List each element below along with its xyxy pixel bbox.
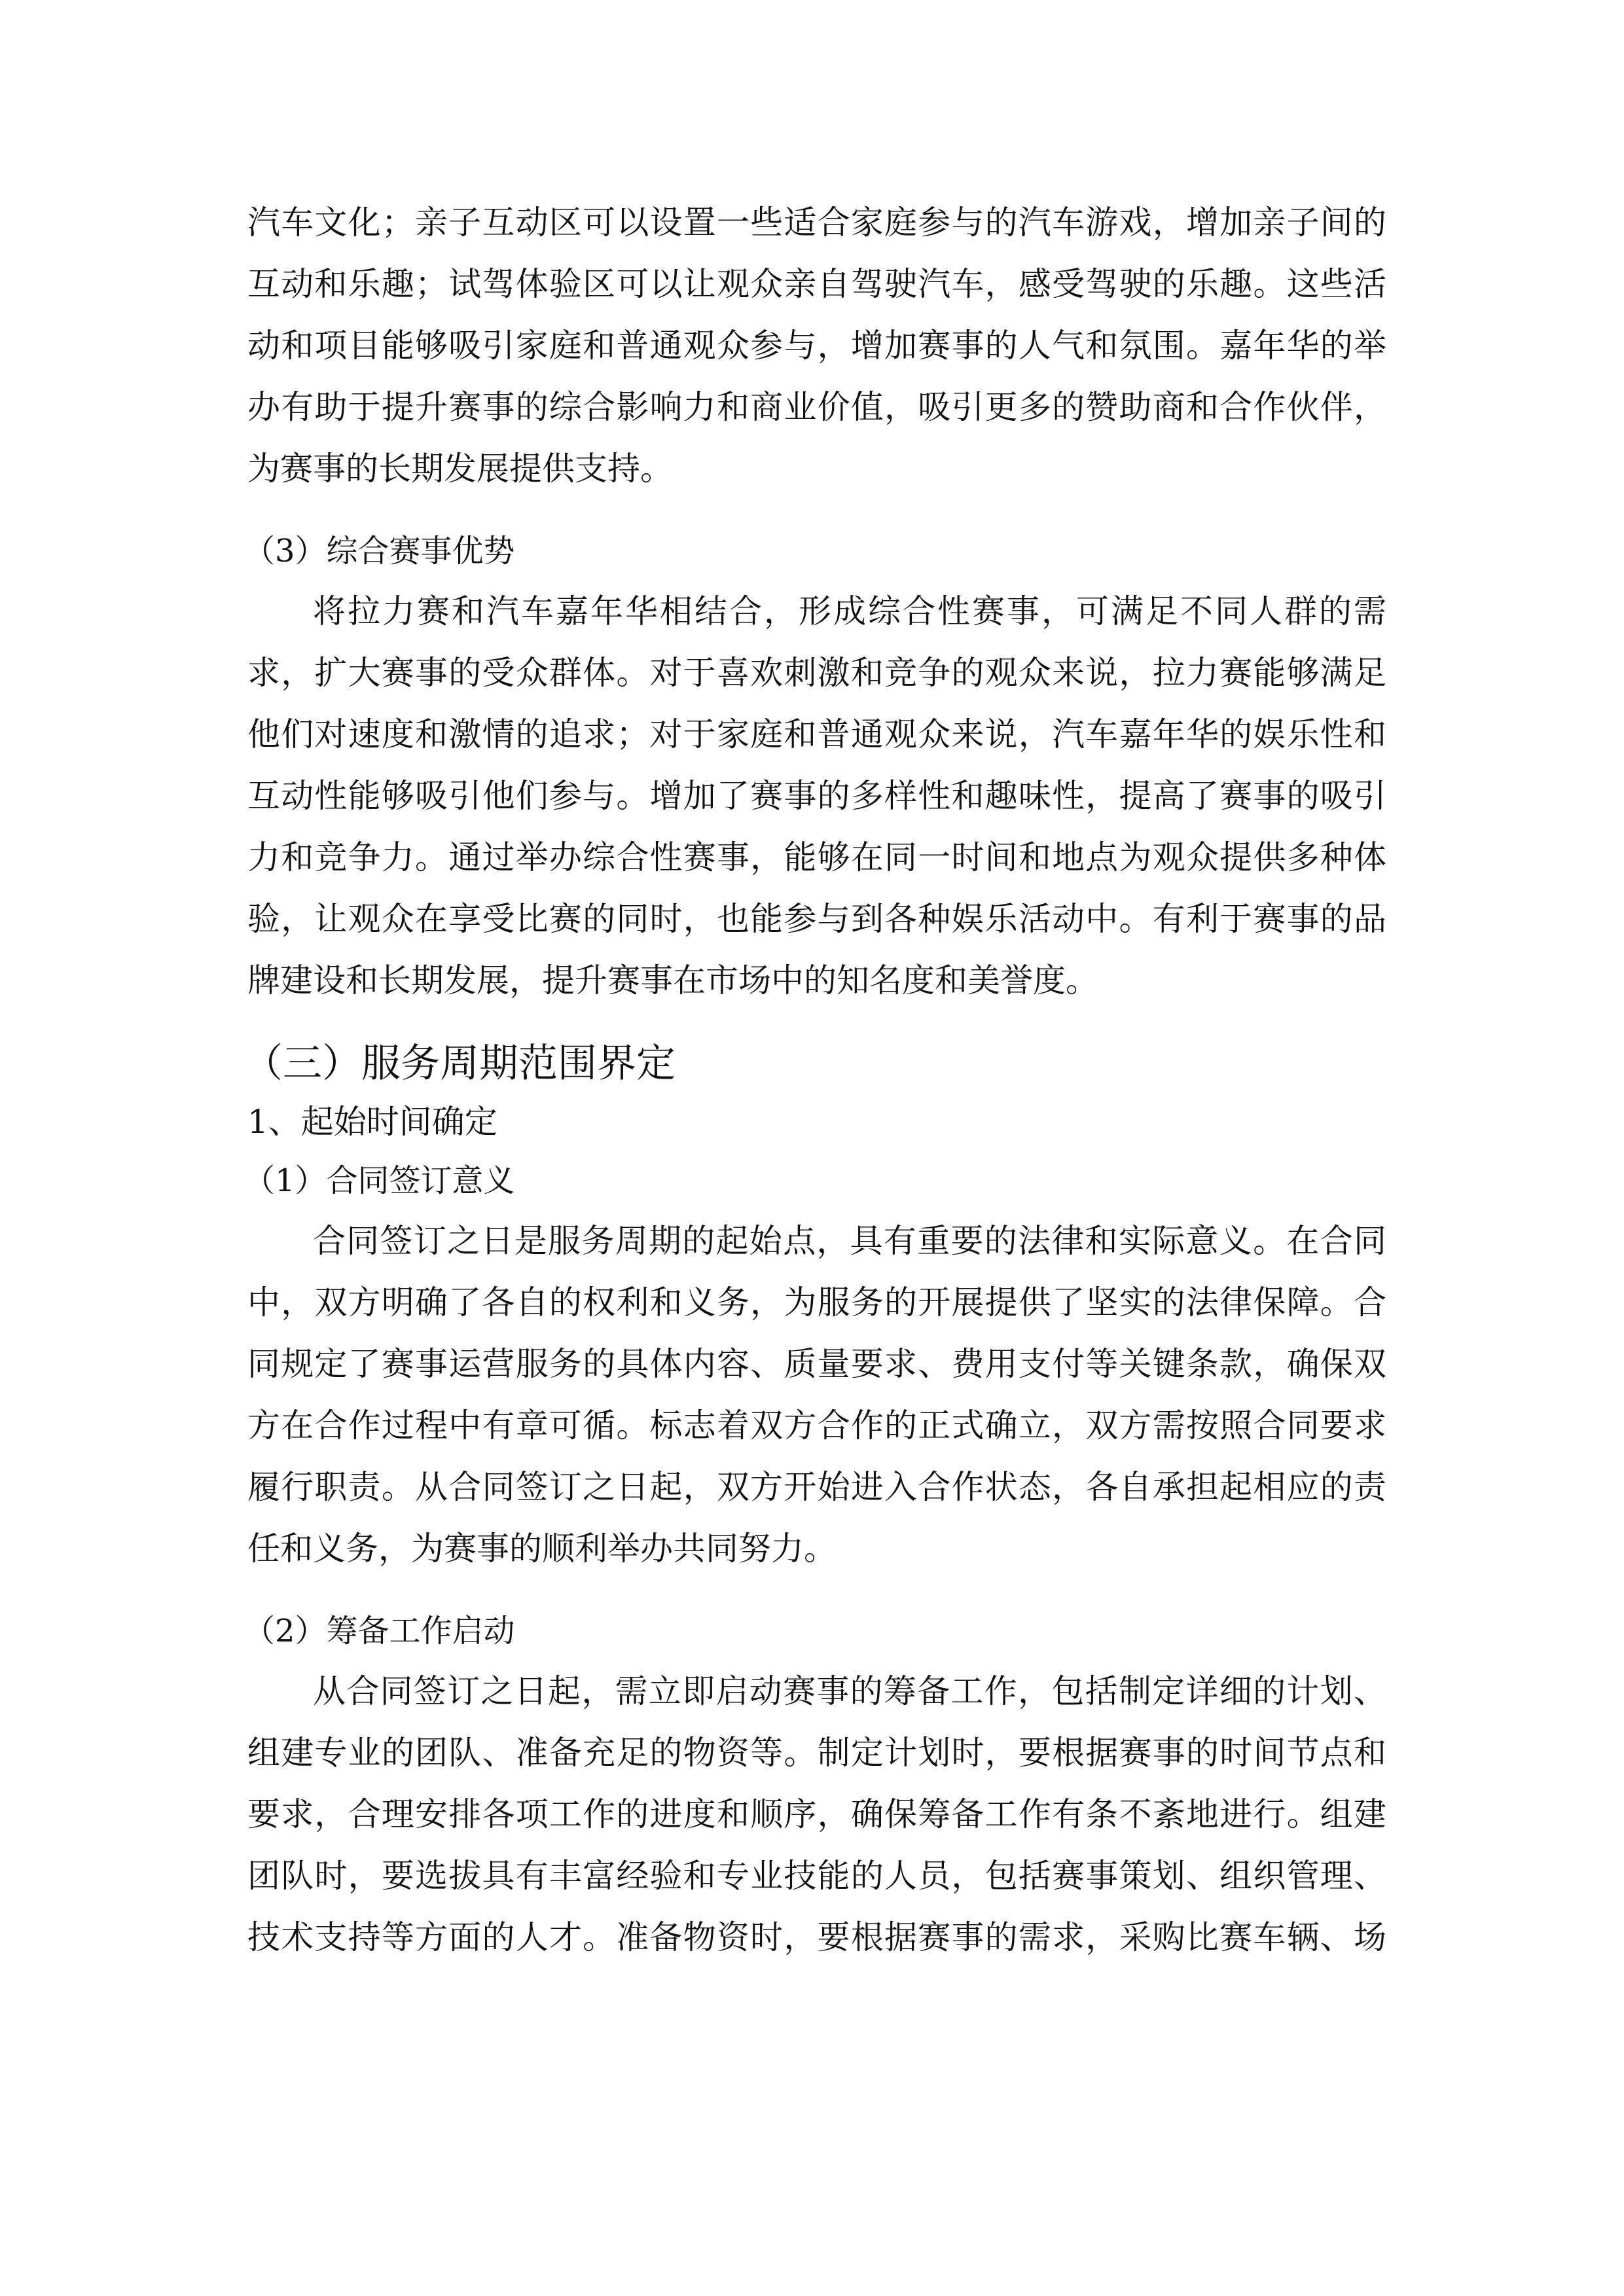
para2-line-4: 互动性能够吸引他们参与。增加了赛事的多样性和趣味性，提高了赛事的吸引	[247, 777, 1386, 815]
para1-line-1: 汽车文化；亲子互动区可以设置一些适合家庭参与的汽车游戏，增加亲子间的	[247, 204, 1386, 242]
section-heading: （三）服务周期范围界定	[244, 1041, 676, 1086]
para3-line-4: 方在合作过程中有章可循。标志着双方合作的正式确立，双方需按照合同要求	[247, 1407, 1386, 1444]
para3-line-6: 任和义务，为赛事的顺利举办共同努力。	[247, 1530, 837, 1568]
para2-line-2: 求，扩大赛事的受众群体。对于喜欢刺激和竞争的观众来说，拉力赛能够满足	[247, 654, 1386, 692]
para4-line-4: 团队时，要选拔具有丰富经验和专业技能的人员，包括赛事策划、组织管理、	[247, 1857, 1386, 1895]
para4-line-2: 组建专业的团队、准备充足的物资等。制定计划时，要根据赛事的时间节点和	[247, 1734, 1386, 1772]
para1-line-4: 办有助于提升赛事的综合影响力和商业价值，吸引更多的赞助商和合作伙伴，	[247, 388, 1386, 426]
para2-line-5: 力和竞争力。通过举办综合性赛事，能够在同一时间和地点为观众提供多种体	[247, 838, 1386, 876]
para1-line-2: 互动和乐趣；试驾体验区可以让观众亲自驾驶汽车，感受驾驶的乐趣。这些活	[247, 265, 1386, 303]
para4-line-5: 技术支持等方面的人才。准备物资时，要根据赛事的需求，采购比赛车辆、场	[247, 1918, 1386, 1956]
para2-line-1: 将拉力赛和汽车嘉年华相结合，形成综合性赛事，可满足不同人群的需	[313, 592, 1386, 630]
para2-line-6: 验，让观众在享受比赛的同时，也能参与到各种娱乐活动中。有利于赛事的品	[247, 900, 1386, 938]
subheading-1: （1）合同签订意义	[244, 1162, 515, 1199]
para3-line-1: 合同签订之日是服务周期的起始点，具有重要的法律和实际意义。在合同	[313, 1222, 1386, 1260]
para3-line-5: 履行职责。从合同签订之日起，双方开始进入合作状态，各自承担起相应的责	[247, 1468, 1386, 1506]
para2-line-7: 牌建设和长期发展，提升赛事在市场中的知名度和美誉度。	[247, 961, 1098, 999]
subheading-3: （3）综合赛事优势	[244, 533, 515, 569]
para3-line-2: 中，双方明确了各自的权利和义务，为服务的开展提供了坚实的法律保障。合	[247, 1283, 1386, 1321]
para2-line-3: 他们对速度和激情的追求；对于家庭和普通观众来说，汽车嘉年华的娱乐性和	[247, 715, 1386, 753]
para1-line-5: 为赛事的长期发展提供支持。	[247, 450, 673, 488]
item-heading: 1、起始时间确定	[247, 1103, 497, 1141]
para3-line-3: 同规定了赛事运营服务的具体内容、质量要求、费用支付等关键条款，确保双	[247, 1345, 1386, 1383]
para4-line-3: 要求，合理安排各项工作的进度和顺序，确保筹备工作有条不紊地进行。组建	[247, 1795, 1386, 1833]
para4-line-1: 从合同签订之日起，需立即启动赛事的筹备工作，包括制定详细的计划、	[313, 1672, 1386, 1710]
subheading-2: （2）筹备工作启动	[244, 1613, 515, 1649]
para1-line-3: 动和项目能够吸引家庭和普通观众参与，增加赛事的人气和氛围。嘉年华的举	[247, 327, 1386, 365]
